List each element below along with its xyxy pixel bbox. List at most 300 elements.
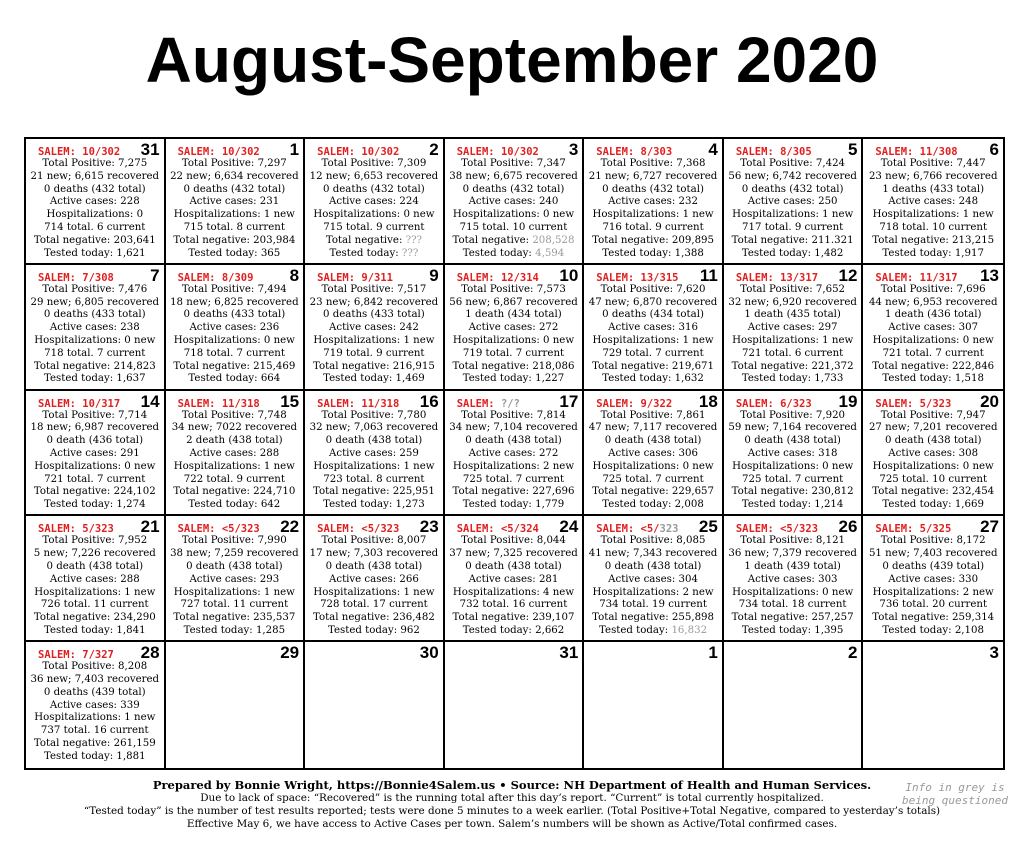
stat-line — [28, 725, 162, 738]
stat-text: Total negative: 227,696 — [452, 486, 575, 498]
stat-text: Hospitalizations: 0 new — [732, 586, 854, 598]
stat-line — [726, 373, 860, 386]
stat-text: Hospitalizations: 0 new — [452, 209, 575, 221]
stat-line — [28, 171, 162, 184]
stat-text: Hospitalizations: 0 new — [872, 460, 994, 472]
stat-text: Active cases: 266 — [329, 573, 419, 585]
stat-line — [586, 599, 720, 612]
stat-text: 38 new; 7,259 recovered — [170, 548, 299, 560]
stat-line — [307, 499, 441, 512]
stat-line — [28, 448, 162, 461]
stat-line — [865, 235, 1001, 248]
stat-line — [447, 625, 581, 638]
stat-line — [28, 422, 162, 435]
day-cell-header — [586, 393, 720, 410]
stat-text: Total Positive: 8,044 — [461, 535, 566, 547]
stat-text: Active cases: 288 — [189, 447, 280, 459]
stat-text: 725 total. 7 current — [742, 473, 844, 485]
stat-text: Tested today: 1,274 — [44, 499, 146, 511]
salem-cases — [457, 146, 539, 158]
stat-line — [586, 474, 720, 487]
stat-line — [865, 548, 1001, 561]
day-cell-header — [447, 644, 581, 661]
stat-line — [447, 322, 581, 335]
stat-line — [586, 612, 720, 625]
stat-line — [447, 474, 581, 487]
salem-cases-text: SALEM: 11/318 — [317, 397, 400, 410]
stat-line — [447, 335, 581, 348]
salem-cases — [178, 523, 260, 535]
day-cell-header — [168, 393, 302, 410]
stat-text: 736 total. 20 current — [879, 599, 988, 611]
stat-line — [865, 335, 1001, 348]
stat-text: Total Positive: 7,652 — [740, 283, 846, 295]
stat-line — [307, 474, 441, 487]
stat-line — [865, 196, 1001, 209]
stat-line — [865, 486, 1001, 499]
stat-line — [726, 448, 860, 461]
day-cell-header — [168, 267, 302, 284]
day-cell — [445, 516, 585, 642]
stat-text: 18 new; 6,825 recovered — [170, 296, 299, 308]
day-cell — [584, 391, 724, 517]
stat-text: 0 death (438 total) — [744, 435, 841, 447]
stat-line — [28, 322, 162, 335]
stat-text: Hospitalizations: 0 new — [732, 460, 854, 472]
stat-text: Hospitalizations: 2 new — [592, 586, 714, 598]
day-cell-header — [447, 267, 581, 284]
stat-text: 56 new; 6,867 recovered — [449, 296, 578, 308]
stat-line — [168, 248, 302, 261]
day-cell — [724, 516, 864, 642]
stat-text: 32 new; 6,920 recovered — [728, 296, 857, 308]
stat-line — [726, 158, 860, 171]
stat-line — [168, 548, 302, 561]
stat-text: Total Positive: 7,990 — [181, 535, 287, 547]
stat-line — [28, 548, 162, 561]
stat-line — [447, 612, 581, 625]
day-cell-header — [168, 518, 302, 535]
stat-text: 0 deaths (433 total) — [183, 309, 286, 321]
stat-line — [586, 184, 720, 197]
salem-cases — [178, 272, 254, 284]
stat-text: 729 total. 7 current — [602, 347, 704, 359]
day-cell-header — [726, 518, 860, 535]
stat-line — [307, 548, 441, 561]
stat-text: Active cases: 250 — [747, 196, 838, 208]
day-stats — [168, 284, 302, 386]
stat-line — [28, 751, 162, 764]
stat-line — [28, 235, 162, 248]
stat-line — [307, 574, 441, 587]
salem-cases-text: SALEM: 12/314 — [456, 271, 539, 284]
stat-line — [586, 361, 720, 374]
stat-line — [726, 361, 860, 374]
stat-text: Active cases: 297 — [747, 322, 838, 334]
stat-text: 715 total. 10 current — [459, 221, 568, 233]
salem-cases — [875, 272, 957, 284]
day-cell — [445, 265, 585, 391]
stat-line — [447, 461, 581, 474]
stat-line — [726, 561, 860, 574]
stat-text: Tested today: 1,637 — [44, 373, 146, 385]
day-stats — [447, 158, 581, 260]
stat-text: Active cases: 308 — [888, 447, 979, 459]
stat-text: 23 new; 6,766 recovered — [868, 170, 998, 182]
stat-text: Hospitalizations: 1 new — [592, 209, 714, 221]
stat-line — [865, 435, 1001, 448]
stat-text: Hospitalizations: 0 new — [173, 334, 295, 346]
stat-line — [307, 322, 441, 335]
stat-text: Hospitalizations: 2 new — [872, 586, 994, 598]
day-number: 30 — [419, 643, 439, 663]
day-cell-header — [726, 267, 860, 284]
stat-line — [726, 548, 860, 561]
day-cell — [724, 391, 864, 517]
stat-line — [865, 625, 1001, 638]
day-stats — [726, 535, 860, 637]
stat-text: Active cases: 236 — [189, 322, 280, 334]
day-cell — [863, 391, 1003, 517]
salem-cases-text: SALEM: 11/318 — [177, 397, 260, 410]
stat-text: Total Positive: 8,172 — [880, 535, 986, 547]
day-number: 14 — [140, 391, 160, 411]
salem-cases-text: SALEM: <5/ — [596, 523, 660, 536]
stat-line — [28, 184, 162, 197]
day-number: 28 — [140, 643, 160, 663]
salem-cases — [178, 146, 260, 158]
page-title: August-September 2020 — [145, 24, 879, 96]
stat-line — [28, 535, 162, 548]
stat-text: Tested today: 1,779 — [462, 499, 565, 511]
stat-line — [447, 486, 581, 499]
stat-text: 37 new; 7,325 recovered — [449, 548, 578, 560]
stat-text: 734 total. 19 current — [599, 599, 707, 611]
stat-text: 0 deaths (432 total) — [43, 183, 146, 195]
salem-cases-text: SALEM: 11/308 — [875, 146, 958, 158]
stat-text: Total negative: 229,657 — [592, 486, 715, 498]
stat-text: Total negative: 257,257 — [731, 612, 854, 624]
stat-text: Total Positive: 7,297 — [181, 158, 287, 169]
stat-text: Hospitalizations: 1 new — [872, 209, 994, 221]
stat-text: Tested today: 664 — [188, 373, 281, 385]
day-cell-header — [307, 393, 441, 410]
stat-line — [726, 612, 860, 625]
stat-text: Hospitalizations: 1 new — [313, 460, 435, 472]
stat-text: Tested today: 1,469 — [323, 373, 425, 385]
stat-line — [865, 284, 1001, 297]
stat-text: 717 total. 9 current — [742, 221, 844, 233]
stat-line — [865, 348, 1001, 361]
stat-text: 737 total. 16 current — [40, 725, 149, 737]
day-cell — [305, 139, 445, 265]
stat-line — [168, 587, 302, 600]
day-cell-header — [865, 267, 1001, 284]
stat-line — [865, 461, 1001, 474]
stat-text: Active cases: 259 — [329, 447, 419, 459]
salem-cases — [457, 398, 520, 410]
stat-text: 0 death (438 total) — [465, 560, 562, 572]
stat-text: 723 total. 8 current — [323, 473, 425, 485]
stat-line — [168, 235, 302, 248]
salem-cases — [596, 398, 672, 410]
salem-cases-text: SALEM: 10/302 — [38, 146, 121, 158]
day-cell-header — [28, 393, 162, 410]
stat-text: 0 deaths (433 total) — [43, 309, 146, 321]
stat-line — [28, 435, 162, 448]
stat-text: Total negative: 203,984 — [173, 234, 296, 246]
day-cell — [724, 642, 864, 768]
stat-line — [865, 297, 1001, 310]
stat-line — [447, 561, 581, 574]
day-cell-header — [447, 518, 581, 535]
stat-line — [447, 209, 581, 222]
salem-cases-text: SALEM: <5/323 — [317, 523, 400, 536]
day-cell — [305, 391, 445, 517]
stat-line — [586, 410, 720, 423]
stat-line — [307, 422, 441, 435]
stat-line — [447, 196, 581, 209]
stat-text: Tested today: 1,669 — [882, 499, 984, 511]
stat-line — [447, 448, 581, 461]
salem-cases-text: SALEM: 11/317 — [875, 271, 958, 284]
stat-text: Total negative: 235,537 — [173, 612, 296, 624]
salem-cases-text: SALEM: 7/327 — [38, 649, 114, 662]
stat-text: 0 deaths (432 total) — [323, 183, 425, 195]
stat-text: 1 deaths (433 total) — [882, 183, 985, 195]
stat-text: Active cases: 307 — [888, 322, 979, 334]
stat-text: 1 death (439 total) — [744, 560, 841, 572]
day-cell — [584, 139, 724, 265]
stat-line — [447, 361, 581, 374]
stat-text: 59 new; 7,164 recovered — [728, 422, 857, 434]
stat-line — [447, 284, 581, 297]
stat-line — [726, 309, 860, 322]
stat-line — [168, 222, 302, 235]
stat-text: 12 new; 6,653 recovered — [309, 170, 439, 182]
day-number: 5 — [847, 140, 858, 159]
stat-line — [865, 184, 1001, 197]
stat-text: Tested today: 1,395 — [741, 624, 844, 636]
stat-text: Total Positive: 7,447 — [880, 158, 986, 169]
day-number: 6 — [989, 140, 999, 159]
day-cell-header — [865, 393, 1001, 410]
stat-line — [307, 535, 441, 548]
stat-text: Tested today: 2,108 — [882, 624, 984, 636]
stat-line — [586, 461, 720, 474]
stat-text: Total negative: 230,812 — [731, 486, 854, 498]
stat-line — [28, 196, 162, 209]
stat-text: Total negative: 239,107 — [452, 612, 575, 624]
stat-text: Active cases: 281 — [468, 573, 559, 585]
stat-text: Tested today: 1,273 — [323, 499, 425, 511]
stat-text: Tested today: 1,285 — [183, 624, 286, 636]
day-number: 22 — [280, 517, 300, 537]
stat-text: Total Positive: 8,208 — [42, 661, 148, 673]
stat-line — [865, 222, 1001, 235]
stat-text: Active cases: 240 — [468, 196, 559, 208]
stat-line — [28, 335, 162, 348]
stat-line — [168, 171, 302, 184]
stat-line — [28, 712, 162, 725]
stat-text: Active cases: 291 — [49, 447, 140, 459]
stat-line — [168, 422, 302, 435]
day-cell-header — [307, 644, 441, 661]
stat-text: Tested today: 1,632 — [602, 373, 704, 385]
day-cell-header — [726, 141, 860, 158]
stat-line — [307, 184, 441, 197]
stat-text: Tested today: 1,621 — [44, 247, 146, 259]
stat-text: Tested today: 1,482 — [741, 247, 844, 259]
stat-text: 719 total. 9 current — [323, 347, 425, 359]
stat-line — [447, 535, 581, 548]
stat-line — [307, 235, 441, 248]
stat-line — [307, 361, 441, 374]
stat-text: 0 death (438 total) — [884, 435, 982, 447]
day-cell — [166, 516, 306, 642]
stat-text: 0 deaths (432 total) — [602, 183, 704, 195]
day-cell — [584, 516, 724, 642]
stat-line — [168, 335, 302, 348]
stat-line — [168, 348, 302, 361]
stat-text: Hospitalizations: 1 new — [313, 334, 435, 346]
salem-cases-text: SALEM: 6/323 — [735, 397, 812, 410]
stat-text: 51 new; 7,403 recovered — [868, 548, 998, 560]
stat-line — [865, 410, 1001, 423]
stat-text: 56 new; 6,742 recovered — [728, 170, 857, 182]
stat-line — [28, 373, 162, 386]
stat-line — [586, 574, 720, 587]
stat-text: Hospitalizations: 0 new — [34, 334, 156, 346]
stat-line — [586, 486, 720, 499]
stat-text: 22 new; 6,634 recovered — [170, 170, 299, 182]
stat-text: Total negative: 261,159 — [33, 737, 156, 749]
stat-line — [307, 248, 441, 261]
stat-line — [726, 587, 860, 600]
stat-text: Total negative: 236,482 — [312, 612, 435, 624]
stat-text: Total negative: 214,823 — [33, 360, 156, 372]
day-stats — [28, 410, 162, 512]
stat-text: 718 total. 7 current — [183, 347, 285, 359]
stat-line — [168, 158, 302, 171]
stat-line — [726, 486, 860, 499]
day-number: 2 — [429, 140, 439, 159]
salem-cases-text: SALEM: 8/303 — [596, 146, 673, 158]
stat-text: Total Positive: 7,476 — [42, 283, 148, 295]
salem-cases-text: SALEM: <5/324 — [456, 523, 539, 536]
questioned-value: 16,832 — [671, 624, 708, 636]
stat-line — [726, 322, 860, 335]
stat-line — [28, 700, 162, 713]
stat-text: 727 total. 11 current — [180, 599, 289, 611]
stat-text: 0 deaths (433 total) — [323, 309, 425, 321]
stat-line — [586, 196, 720, 209]
stat-text: Total Positive: 7,275 — [42, 158, 148, 169]
day-stats — [168, 158, 302, 260]
stat-text: Total negative: 221,372 — [731, 360, 854, 372]
stat-line — [726, 235, 860, 248]
stat-text: Total negative: 216,915 — [312, 360, 435, 372]
stat-text: 721 total. 7 current — [44, 473, 146, 485]
stat-text: Total negative: 215,469 — [173, 360, 296, 372]
stat-text: 0 death (438 total) — [325, 435, 423, 447]
stat-text: 0 death (438 total) — [604, 435, 702, 447]
salem-cases — [38, 146, 120, 158]
day-number: 29 — [280, 643, 300, 663]
stat-text: 721 total. 7 current — [882, 347, 984, 359]
stat-text: 0 deaths (432 total) — [183, 183, 286, 195]
day-number: 19 — [838, 391, 858, 411]
stat-text: Hospitalizations: 0 — [46, 209, 144, 221]
stat-text: 0 death (436 total) — [46, 435, 144, 447]
stat-line — [168, 486, 302, 499]
stat-text: Active cases: 224 — [329, 196, 419, 208]
stat-line — [447, 158, 581, 171]
stat-line — [168, 625, 302, 638]
stat-text: 732 total. 16 current — [459, 599, 568, 611]
day-cell — [166, 391, 306, 517]
stat-line — [865, 171, 1001, 184]
stat-line — [447, 574, 581, 587]
stat-text: Active cases: 248 — [888, 196, 979, 208]
stat-text: 0 deaths (432 total) — [462, 183, 565, 195]
day-number: 26 — [838, 517, 858, 537]
footnote-line: “Tested today” is the number of test results reported; tests were done 5 minutes to a week earlier. (Total Positive+Total Negative, compared to yesterday’s totals) — [83, 805, 941, 817]
stat-line — [28, 674, 162, 687]
day-stats — [865, 535, 1001, 637]
stat-line — [447, 348, 581, 361]
stat-line — [447, 587, 581, 600]
stat-line — [586, 561, 720, 574]
footer-notes — [0, 779, 1024, 831]
stat-text: 1 death (436 total) — [884, 309, 982, 321]
day-stats — [865, 284, 1001, 386]
stat-text: 21 new; 6,727 recovered — [588, 170, 718, 182]
stat-text: 47 new; 6,870 recovered — [588, 296, 718, 308]
day-cell-header — [726, 393, 860, 410]
stat-text: Active cases: 316 — [608, 322, 698, 334]
stat-text: Active cases: 272 — [468, 322, 559, 334]
salem-cases — [457, 272, 539, 284]
stat-text: Active cases: 228 — [49, 196, 140, 208]
stat-line — [28, 612, 162, 625]
stat-text: Total negative: 211.321 — [731, 234, 854, 246]
day-cell-header — [586, 644, 720, 661]
salem-cases — [875, 523, 951, 535]
day-cell-header — [28, 644, 162, 661]
salem-cases — [736, 523, 818, 535]
stat-text: 0 death (438 total) — [325, 560, 423, 572]
day-stats — [726, 158, 860, 260]
stat-text: 725 total. 10 current — [879, 473, 988, 485]
stat-line — [865, 158, 1001, 171]
stat-text: Active cases: 339 — [49, 699, 140, 711]
stat-line — [168, 209, 302, 222]
stat-text: Hospitalizations: 1 new — [313, 586, 435, 598]
stat-line — [168, 184, 302, 197]
day-number: 18 — [698, 391, 718, 411]
stat-line — [307, 461, 441, 474]
stat-text: Total negative: 218,086 — [452, 360, 575, 372]
day-cell — [724, 265, 864, 391]
stat-line — [865, 574, 1001, 587]
stat-text: Hospitalizations: 1 new — [173, 460, 295, 472]
day-number: 25 — [698, 517, 718, 537]
day-number: 20 — [980, 391, 999, 411]
stat-line — [726, 348, 860, 361]
stat-line — [726, 209, 860, 222]
stat-text: Total negative: — [452, 234, 533, 246]
